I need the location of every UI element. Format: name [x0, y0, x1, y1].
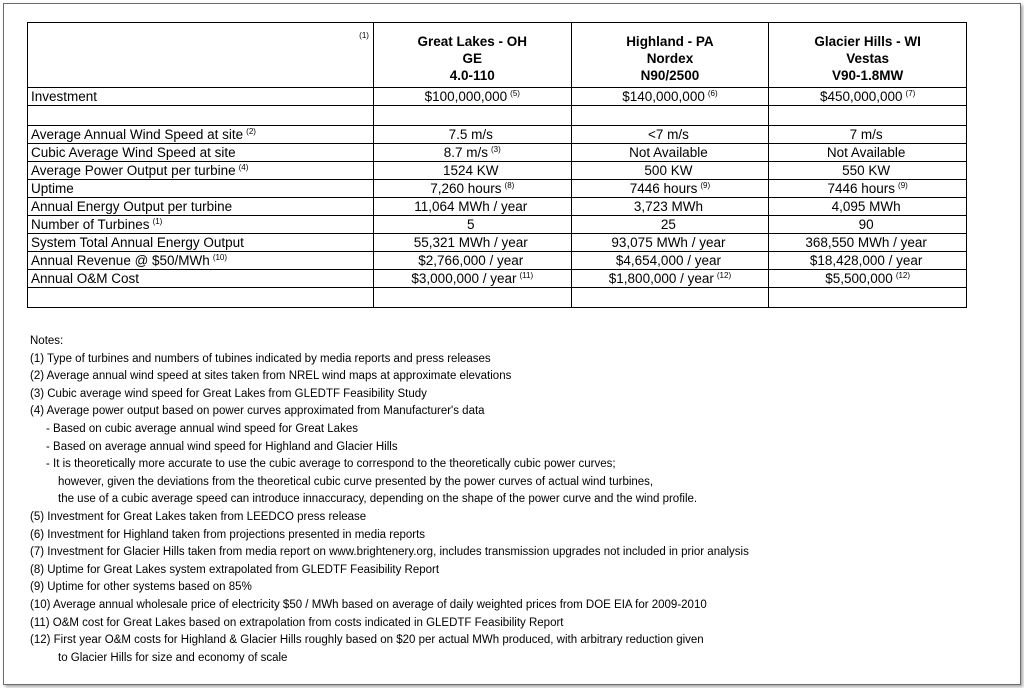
cell-note: (3) [491, 144, 501, 154]
table-row [28, 162, 967, 180]
value-cell [373, 144, 571, 162]
cell-value: 7.5 m/s [448, 127, 493, 142]
cell-value: Not Available [826, 145, 906, 160]
value-cell [769, 180, 967, 198]
cell-value: $100,000,000 [424, 89, 508, 104]
value-cell [373, 234, 571, 252]
row-label-cell [28, 88, 374, 106]
blank-cell [373, 288, 571, 308]
comparison-table-body [28, 23, 967, 308]
row-label-cell [28, 198, 374, 216]
row-label: Annual Energy Output per turbine [31, 199, 233, 214]
cell-note: (5) [510, 88, 520, 98]
blank-cell [571, 288, 769, 308]
cell-note: (11) [519, 270, 534, 280]
cell-value: $2,766,000 / year [418, 253, 524, 268]
cell-value: 8.7 m/s [443, 145, 489, 160]
table-row [28, 234, 967, 252]
blank-cell [571, 106, 769, 126]
value-cell [373, 180, 571, 198]
value-cell [373, 216, 571, 234]
cell-value: $3,000,000 / year [411, 271, 517, 286]
cell-value: 7446 hours [629, 181, 698, 196]
row-label: Investment [31, 89, 98, 104]
cell-value: 500 KW [644, 163, 693, 178]
value-cell [571, 216, 769, 234]
comparison-table [27, 22, 967, 308]
cell-value: $140,000,000 [622, 89, 705, 104]
note-item: (4) Average power output based on power curves approximated from Manufacturer's data [30, 405, 485, 418]
note-item: (10) Average annual wholesale price of electricity $50 / MWh based on average of daily weighted prices from DOE EIA for 2009-2010 [30, 598, 707, 611]
header-site-name: Highland - PA [626, 34, 714, 49]
note-item: to Glacier Hills for size and economy of scale [58, 651, 288, 664]
value-cell [769, 198, 967, 216]
value-cell [769, 234, 967, 252]
row-label-note: (1) [152, 216, 163, 226]
note-item: the use of a cubic average speed can introduce innaccuracy, depending on the shape of the power curve and the wind profile. [58, 493, 698, 506]
row-label-cell [28, 144, 374, 162]
cell-value: $18,428,000 / year [809, 253, 923, 268]
note-item: (9) Uptime for other systems based on 85% [30, 581, 252, 594]
blank-cell [28, 106, 374, 126]
notes-title: Notes: [30, 335, 64, 347]
cell-note: (9) [898, 180, 908, 190]
header-site-name: Glacier Hills - WI [814, 34, 921, 49]
row-label: Annual O&M Cost [31, 271, 140, 286]
header-note-marker: (1) [359, 31, 369, 40]
value-cell [769, 88, 967, 106]
header-model: V90-1.8MW [832, 68, 904, 83]
cell-value: $450,000,000 [819, 89, 903, 104]
value-cell [373, 88, 571, 106]
cell-value: <7 m/s [648, 127, 689, 142]
cell-value: $5,500,000 [825, 271, 893, 286]
header-manufacturer: GE [462, 51, 483, 66]
blank-row [28, 106, 967, 126]
cell-value: 7446 hours [827, 181, 896, 196]
value-cell [769, 144, 967, 162]
row-label-note: (2) [246, 126, 256, 136]
note-item: (3) Cubic average wind speed for Great Lakes from GLEDTF Feasibility Study [30, 387, 427, 400]
cell-value: 90 [858, 217, 874, 232]
blank-cell [769, 106, 967, 126]
notes-section [30, 333, 749, 667]
cell-value: 7 m/s [849, 127, 883, 142]
cell-note: (8) [504, 180, 515, 190]
cell-value: 55,321 MWh / year [413, 235, 528, 250]
header-site-name: Great Lakes - OH [417, 34, 528, 49]
value-cell [571, 144, 769, 162]
header-manufacturer: Vestas [846, 51, 890, 66]
note-item: - Based on cubic average annual wind speed for Great Lakes [46, 422, 358, 435]
row-label: Uptime [31, 181, 74, 196]
row-label: System Total Annual Energy Output [31, 235, 244, 250]
header-highland [571, 23, 769, 88]
cell-value: 4,095 MWh [831, 199, 901, 214]
cell-value: $4,654,000 / year [615, 253, 721, 268]
row-label-cell [28, 126, 374, 144]
value-cell [373, 162, 571, 180]
cell-value: 7,260 hours [430, 181, 502, 196]
cell-value: $1,800,000 / year [608, 271, 714, 286]
value-cell [571, 126, 769, 144]
value-cell [571, 198, 769, 216]
note-item: (1) Type of turbines and numbers of tubines indicated by media reports and press releases [30, 352, 491, 365]
blank-cell [769, 288, 967, 308]
note-item: - It is theoretically more accurate to use the cubic average to correspond to the theoretically cubic power curves; [46, 458, 616, 471]
cell-note: (9) [700, 180, 711, 190]
row-label: Number of Turbines [31, 217, 150, 232]
table-row [28, 252, 967, 270]
table-row [28, 180, 967, 198]
blank-cell [373, 106, 571, 126]
cell-note: (7) [905, 88, 916, 98]
header-model: 4.0-110 [449, 68, 495, 83]
header-glacier-hills [769, 23, 967, 88]
note-item: (7) Investment for Glacier Hills taken from media report on www.brightenery.org, includes transmission upgrades not included in prior analysis [30, 546, 749, 559]
row-label-note: (10) [212, 252, 228, 262]
cell-value: Not Available [629, 145, 708, 160]
row-label: Annual Revenue @ $50/MWh [31, 253, 210, 268]
cell-value: 550 KW [842, 163, 891, 178]
note-item: (12) First year O&M costs for Highland & Glacier Hills roughly based on $20 per actual MWh produced, with arbitrary reduction given [30, 634, 704, 647]
row-label-cell [28, 180, 374, 198]
table-row [28, 144, 967, 162]
value-cell [571, 234, 769, 252]
row-label: Average Power Output per turbine [31, 163, 236, 178]
value-cell [769, 252, 967, 270]
cell-value: 368,550 MWh / year [805, 235, 927, 250]
header-label-cell [28, 23, 374, 88]
cell-value: 1524 KW [443, 163, 499, 178]
note-item: (8) Uptime for Great Lakes system extrapolated from GLEDTF Feasibility Report [30, 563, 440, 576]
value-cell [769, 270, 967, 288]
value-cell [769, 216, 967, 234]
row-label-cell [28, 162, 374, 180]
value-cell [769, 126, 967, 144]
cell-note: (6) [707, 88, 718, 98]
cell-value: 5 [467, 217, 475, 232]
table-row [28, 126, 967, 144]
cell-value: 25 [660, 217, 676, 232]
cell-value: 11,064 MWh / year [414, 199, 528, 214]
note-item: (11) O&M cost for Great Lakes based on extrapolation from costs indicated in GLEDTF Feasibility Report [30, 616, 564, 629]
cell-note: (12) [716, 270, 732, 280]
header-model: N90/2500 [640, 68, 700, 83]
row-label-cell [28, 252, 374, 270]
row-label: Cubic Average Wind Speed at site [31, 145, 236, 160]
value-cell [373, 198, 571, 216]
table-header-row [28, 23, 967, 88]
value-cell [571, 162, 769, 180]
table-row [28, 198, 967, 216]
value-cell [571, 88, 769, 106]
table-row [28, 88, 967, 106]
table-row [28, 216, 967, 234]
header-great-lakes [373, 23, 571, 88]
value-cell [373, 270, 571, 288]
note-item: (5) Investment for Great Lakes taken from LEEDCO press release [30, 510, 367, 523]
row-label-cell [28, 270, 374, 288]
cell-value: 3,723 MWh [633, 199, 703, 214]
row-label-cell [28, 216, 374, 234]
row-label-cell [28, 234, 374, 252]
cell-value: 93,075 MWh / year [611, 235, 726, 250]
header-manufacturer: Nordex [646, 51, 694, 66]
value-cell [373, 252, 571, 270]
value-cell [373, 126, 571, 144]
value-cell [769, 162, 967, 180]
blank-cell [28, 288, 374, 308]
note-item: (2) Average annual wind speed at sites taken from NREL wind maps at approximate elevations [30, 370, 512, 383]
note-item: - Based on average annual wind speed for Highland and Glacier Hills [46, 440, 398, 453]
value-cell [571, 180, 769, 198]
cell-note: (12) [895, 270, 911, 280]
value-cell [571, 252, 769, 270]
table-row [28, 270, 967, 288]
row-label-note: (4) [238, 162, 249, 172]
note-item: however, given the deviations from the theoretical cubic curve presented by the power curves of actual wind turbines, [58, 475, 654, 488]
blank-row [28, 288, 967, 308]
note-item: (6) Investment for Highland taken from projections presented in media reports [30, 528, 426, 541]
row-label: Average Annual Wind Speed at site [31, 127, 244, 142]
value-cell [571, 270, 769, 288]
